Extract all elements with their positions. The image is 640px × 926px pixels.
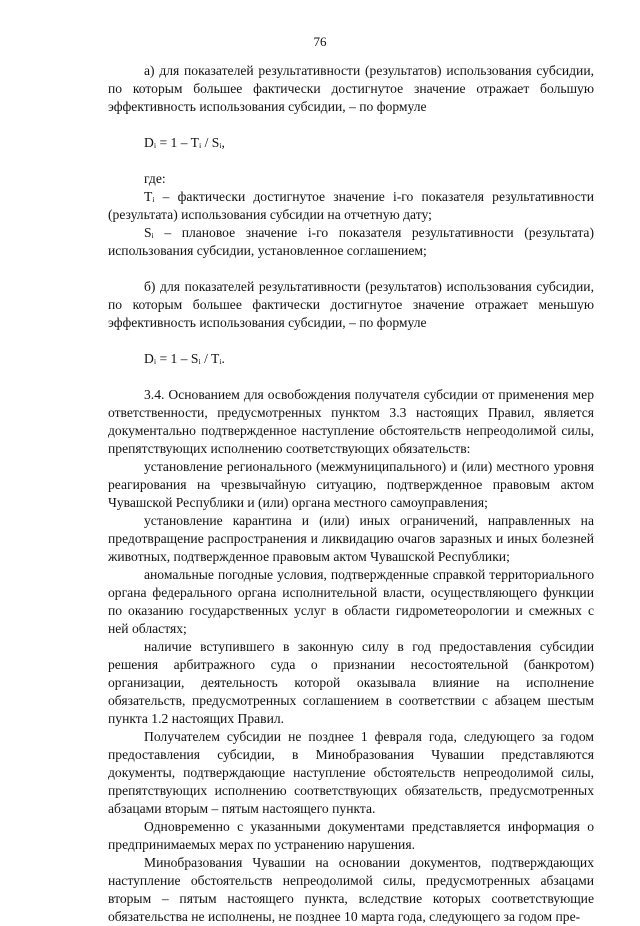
formula-2: Dᵢ = 1 – Sᵢ / Tᵢ. (144, 351, 225, 366)
paragraph-weather: аномальные погодные условия, подтвержденные справкой территориального органа федерального органа исполнительной власти, осуществляющего функции по оказанию государственных услуг в области гидрометеорологии и смежных с ней областях; (108, 567, 594, 636)
paragraph-ministry: Минобразования Чувашии на основании документов, подтверждающих наступление обстоятельств непреодолимой силы, предусмотренных абзацами вторым – пятым настоящего пункта, вследствие которых соответствующие обязательства не исполнены, не позднее 10 марта года, следующего за годом пре- (108, 855, 594, 924)
paragraph-b: б) для показателей результативности (результатов) использования субсидии, по которым большее фактически достигнутое значение отражает меньшую эффективность использования субсидии, – по формуле (108, 279, 594, 330)
where-label: где: (144, 171, 166, 186)
formula-1: Dᵢ = 1 – Tᵢ / Sᵢ, (144, 135, 225, 150)
paragraph-bankruptcy: наличие вступившего в законную силу в год предоставления субсидии решения арбитражного суда о признании несостоятельной (банкротом) организации, деятельность которой оказывала влияние на исполнение обязательств, предусмотренных соглашением в соответствии с абзацем шестым пункта 1.2 настоящих Правил. (108, 639, 594, 726)
paragraph-a: а) для показателей результативности (результатов) использования субсидии, по которым большее фактически достигнутое значение отражает большую эффективность использования субсидии, – по формуле (108, 63, 594, 114)
definition-s: Sᵢ – плановое значение i-го показателя результативности (результата) использования субсидии, установленное соглашением; (108, 225, 594, 258)
paragraph-emergency: установление регионального (межмуниципального) и (или) местного уровня реагирования на чрезвычайную ситуацию, подтвержденное правовым актом Чувашской Республики и (или) органа местного самоуправления; (108, 459, 594, 510)
paragraph-documents: Получателем субсидии не позднее 1 февраля года, следующего за годом предоставления субсидии, в Минобразования Чувашии представляются документы, подтверждающие наступление обстоятельств непреодолимой силы, препятствующих исполнению соответствующих обязательств, предусмотренных абзацами вторым – пятым настоящего пункта. (108, 729, 594, 816)
definition-t: Tᵢ – фактически достигнутое значение i-го показателя результативности (результата) использования субсидии на отчетную дату; (108, 189, 594, 222)
paragraph-information: Одновременно с указанными документами представляется информация о предпринимаемых мерах по устранению нарушения. (108, 819, 594, 852)
body-text (108, 62, 594, 926)
paragraph-3-4: 3.4. Основанием для освобождения получателя субсидии от применения мер ответственности, предусмотренных пунктом 3.3 настоящих Правил, является документально подтвержденное наступление обстоятельств непреодолимой силы, препятствующих исполнению соответствующих обязательств: (108, 387, 594, 456)
page-number: 76 (313, 34, 327, 49)
paragraph-quarantine: установление карантина и (или) иных ограничений, направленных на предотвращение распространения и ликвидацию очагов заразных и иных болезней животных, подтвержденное правовым актом Чувашской Республики; (108, 513, 594, 564)
